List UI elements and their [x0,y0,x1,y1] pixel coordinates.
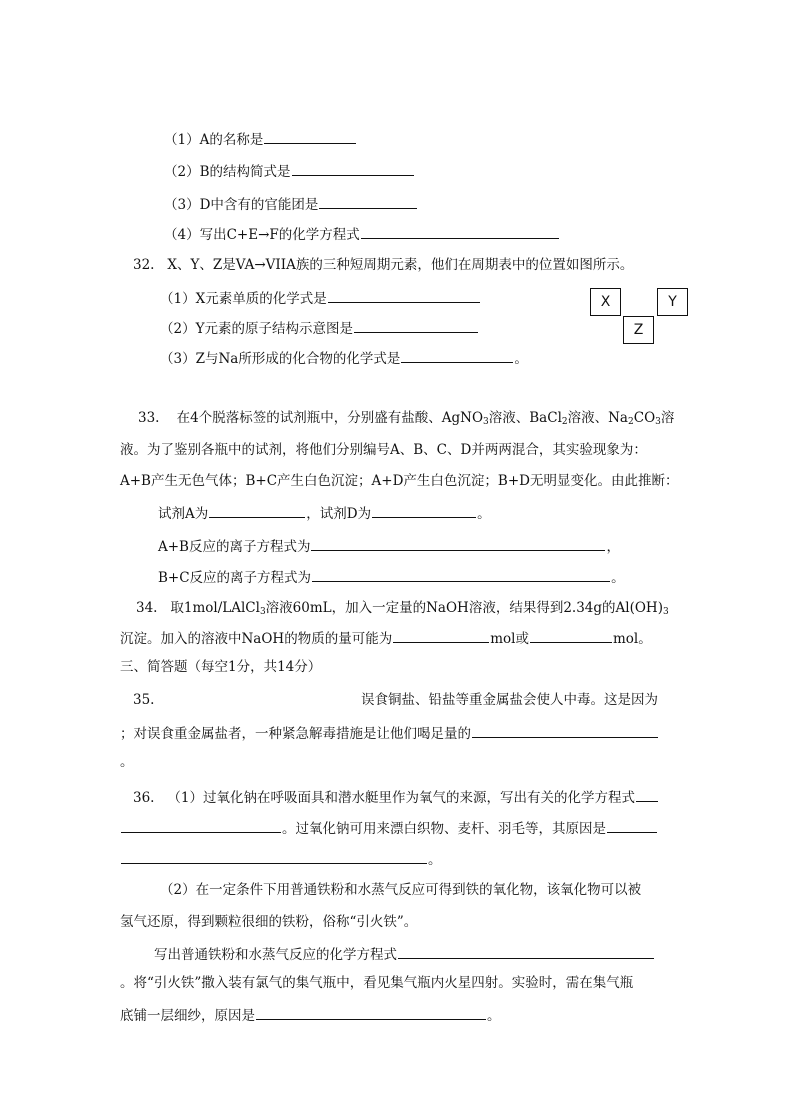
q33-line-2: 液。为了鉴别各瓶中的试剂，将他们分别编号A、B、C、D并两两混合，其实验现象为： [120,442,647,458]
q34-line-1: 34. 取1mol/LAlCl$_3$溶液60mL，加入一定量的NaOH溶液，结果得到2.34g的$Al(OH)_3$ [136,600,669,617]
q32-stem: 32. X、Y、Z是VA→VIIA族的三种短周期元素，他们在周期表中的位置如图所示。 [133,257,634,273]
answer-blank[interactable] [319,193,417,209]
q33-line-3: A+B产生无色气体；B+C产生白色沉淀；A+D产生白色沉淀；B+D无明显变化。由此推断： [120,473,679,489]
q32-item-1: （1）X元素单质的化学式是 [160,287,481,309]
answer-blank[interactable] [401,347,513,363]
answer-blank[interactable] [361,223,559,239]
q33-line-1: 33. 在4个脱落标签的试剂瓶中，分别盛有盐酸、AgNO$_3$溶液、BaCl$_2$溶液、$Na_2CO_3$溶 [138,410,675,427]
q34-line-2: 沉淀。加入的溶液中NaOH的物质的量可能为 mol或 mol。 [120,627,652,649]
q36-line-5: 氢气还原，得到颗粒很细的铁粉，俗称“引火铁”。 [120,914,418,930]
q31-item-1: （1）A的名称是 [164,128,357,150]
q35-line-3: 。 [120,754,134,770]
answer-blank[interactable] [264,128,356,144]
answer-blank[interactable] [312,566,610,582]
answer-blank[interactable] [121,817,281,833]
answer-blank[interactable] [121,848,427,864]
q36-line-3: 。 [120,848,442,870]
q31-item-3: （3）D中含有的官能团是 [164,193,418,215]
answer-blank[interactable] [354,317,478,333]
answer-blank[interactable] [311,535,605,551]
q33-line-4: 试剂A为 ，试剂D为 。 [158,502,491,524]
answer-blank[interactable] [292,160,414,176]
cell-y: Y [657,288,688,316]
q35-line-2: ；对误食重金属盐者，一种紧急解毒措施是让他们喝足量的 [120,722,659,744]
q35-line-1: 误食铜盐、铅盐等重金属盐会使人中毒。这是因为 [361,692,658,708]
question-number: 33. [138,410,160,426]
cell-z: Z [623,316,654,344]
question-number: 36. [133,790,155,806]
answer-blank[interactable] [328,287,480,303]
answer-blank[interactable] [209,502,305,518]
question-number: 32. [133,257,155,273]
q36-line-8: 底铺一层细纱，原因是 。 [120,1004,501,1026]
q31-item-2: （2）B的结构简式是 [164,160,415,182]
cell-x: X [590,288,621,316]
answer-blank[interactable] [393,627,489,643]
q36-line-4: （2）在一定条件下用普通铁粉和水蒸气反应可得到铁的氧化物，该氧化物可以被 [160,882,642,898]
q32-item-2: （2）Y元素的原子结构示意图是 [160,317,479,339]
q36-line-7: 。将“引火铁”撒入装有氯气的集气瓶中，看见集气瓶内火星四射。实验时，需在集气瓶 [120,975,634,991]
q36-line-1: 36. （1）过氧化钠在呼吸面具和潜水艇里作为氧气的来源，写出有关的化学方程式 [133,786,659,808]
section-heading: 三、简答题（每空1分，共14分） [120,659,322,675]
answer-blank[interactable] [607,817,657,833]
q35-number: 35. [133,692,155,708]
answer-blank[interactable] [372,502,476,518]
question-number: 34. [136,600,158,616]
answer-blank[interactable] [472,722,658,738]
q31-item-4: （4）写出C+E→F的化学方程式 [164,223,560,245]
q33-line-5: A+B反应的离子方程式为 ， [158,535,620,557]
q33-line-6: B+C反应的离子方程式为 。 [158,566,625,588]
answer-blank[interactable] [256,1004,486,1020]
answer-blank[interactable] [636,786,658,802]
q32-item-3: （3）Z与Na所形成的化合物的化学式是 。 [160,347,528,369]
answer-blank[interactable] [398,943,654,959]
q36-line-6: 写出普通铁粉和水蒸气反应的化学方程式 [154,943,655,965]
q36-line-2: 。过氧化钠可用来漂白织物、麦杆、羽毛等，其原因是 [120,817,658,839]
answer-blank[interactable] [530,627,612,643]
